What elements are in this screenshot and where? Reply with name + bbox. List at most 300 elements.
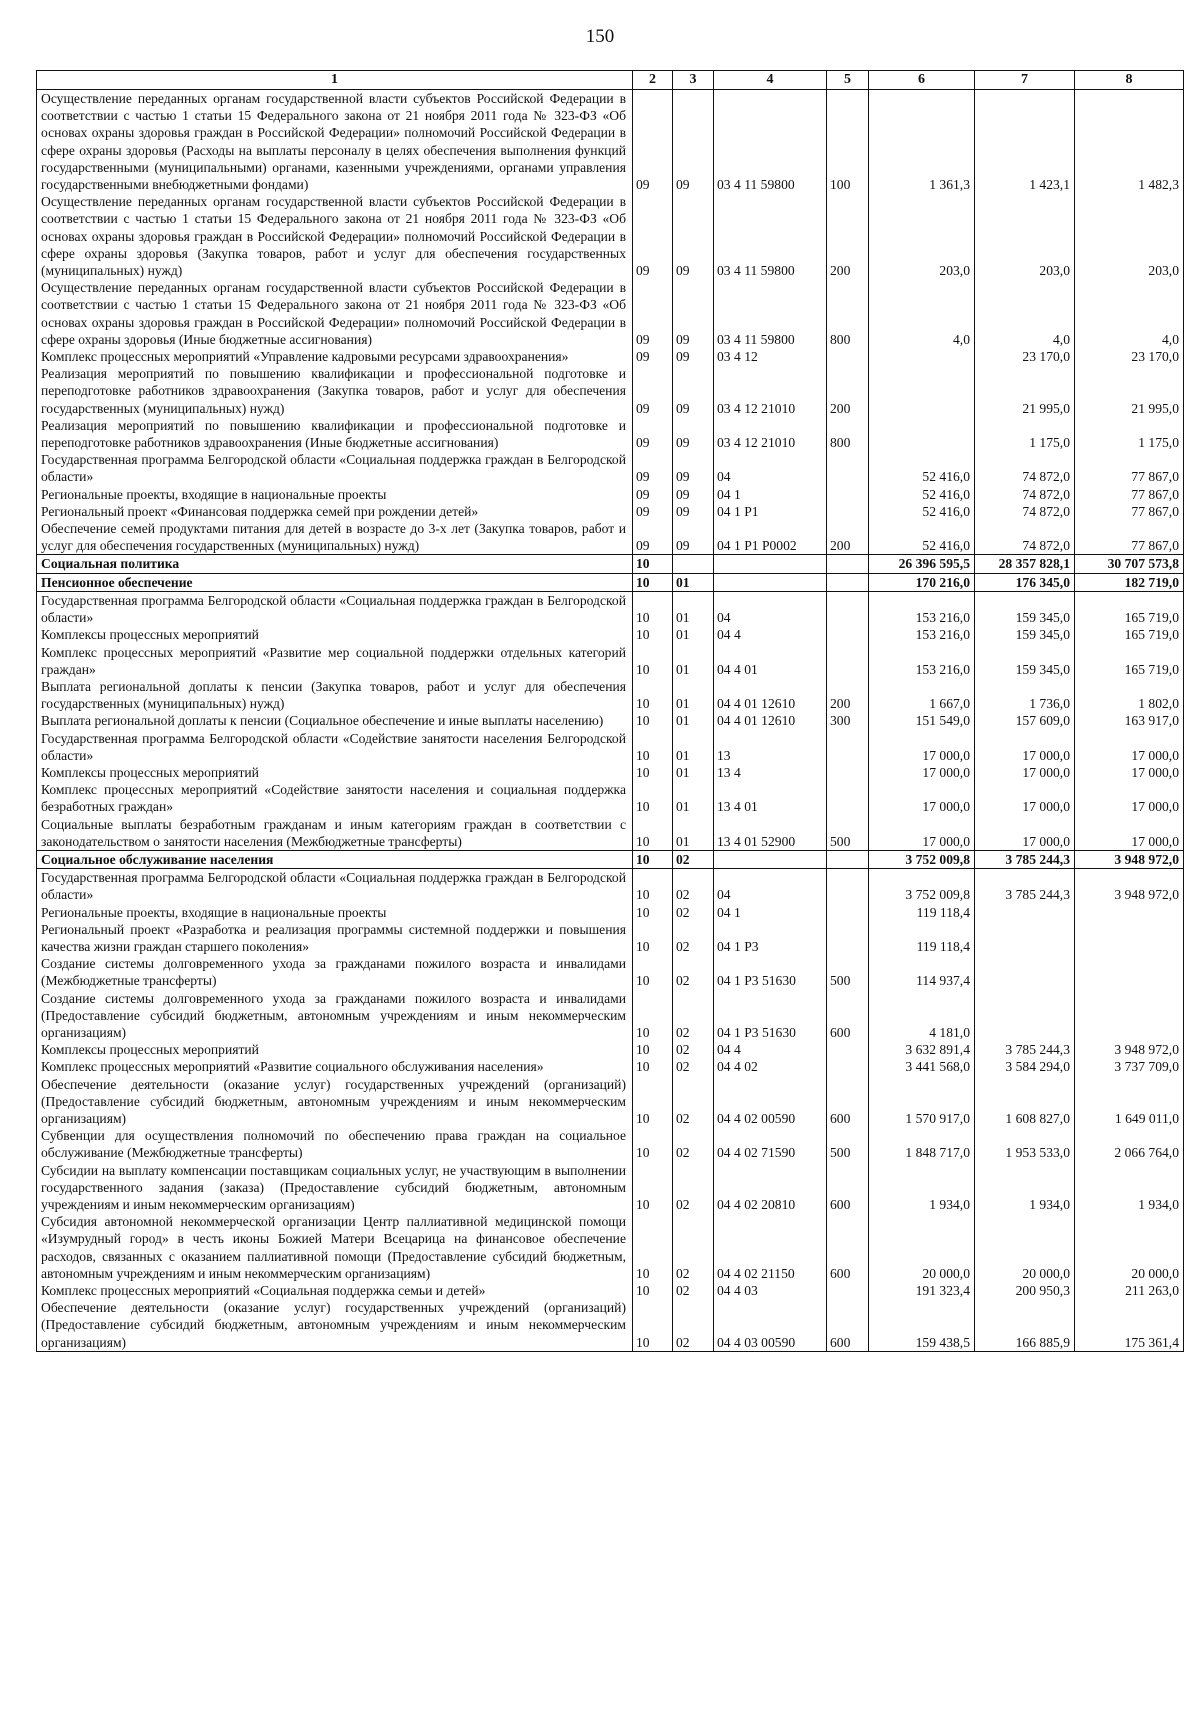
section-code: 09 (633, 279, 673, 348)
amount-year-2: 17 000,0 (975, 764, 1075, 781)
expense-type-code (827, 573, 869, 591)
subsection-code: 09 (673, 503, 714, 520)
amount-year-3: 77 867,0 (1075, 486, 1184, 503)
amount-year-3 (1075, 990, 1184, 1042)
table-body (37, 90, 1184, 1352)
table-row (37, 520, 1184, 555)
target-article-code: 04 1 (714, 904, 827, 921)
amount-year-2: 159 345,0 (975, 626, 1075, 643)
table-row (37, 781, 1184, 815)
amount-year-2: 3 785 244,3 (975, 869, 1075, 904)
expense-type-code (827, 1282, 869, 1299)
table-row (37, 730, 1184, 764)
table-row (37, 365, 1184, 417)
row-description: Субсидия автономной некоммерческой организации Центр паллиативной медицинской помощи «Изумрудный город» в честь иконы Божией Матери Всецарица на финансовое обеспечение расходов, связанных с оказанием паллиативной помощи (Предоставление субсидий бюджетным, автономным учреждениям и иным некоммерческим организациям) (37, 1213, 633, 1282)
section-code: 10 (633, 869, 673, 904)
section-code: 10 (633, 591, 673, 626)
target-article-code: 04 4 (714, 626, 827, 643)
target-article-code: 04 (714, 451, 827, 485)
section-code: 09 (633, 417, 673, 451)
target-article-code: 04 (714, 591, 827, 626)
expense-type-code (827, 850, 869, 868)
table-row (37, 626, 1184, 643)
table-row (37, 816, 1184, 851)
section-code: 10 (633, 678, 673, 712)
amount-year-2 (975, 955, 1075, 989)
section-code: 10 (633, 555, 673, 573)
subsection-code: 02 (673, 904, 714, 921)
row-description: Комплекс процессных мероприятий «Управление кадровыми ресурсами здравоохранения» (37, 348, 633, 365)
amount-year-1: 52 416,0 (869, 503, 975, 520)
table-row (37, 1127, 1184, 1161)
amount-year-2 (975, 904, 1075, 921)
section-code: 10 (633, 955, 673, 989)
amount-year-3: 23 170,0 (1075, 348, 1184, 365)
section-code: 10 (633, 816, 673, 851)
target-article-code: 03 4 12 (714, 348, 827, 365)
expense-type-code: 200 (827, 365, 869, 417)
subsection-code: 01 (673, 644, 714, 678)
row-description: Региональные проекты, входящие в национальные проекты (37, 486, 633, 503)
row-description: Создание системы долговременного ухода за гражданами пожилого возраста и инвалидами (Межбюджетные трансферты) (37, 955, 633, 989)
target-article-code: 13 4 (714, 764, 827, 781)
target-article-code: 03 4 12 21010 (714, 365, 827, 417)
amount-year-1: 52 416,0 (869, 451, 975, 485)
amount-year-2: 203,0 (975, 193, 1075, 279)
section-code: 09 (633, 193, 673, 279)
amount-year-2: 74 872,0 (975, 503, 1075, 520)
target-article-code: 03 4 11 59800 (714, 193, 827, 279)
row-description: Региональный проект «Разработка и реализация программы системной поддержки и повышения качества жизни граждан старшего поколения» (37, 921, 633, 955)
expense-type-code: 500 (827, 1127, 869, 1161)
table-row (37, 904, 1184, 921)
row-description: Региональные проекты, входящие в национальные проекты (37, 904, 633, 921)
row-description: Создание системы долговременного ухода за гражданами пожилого возраста и инвалидами (Предоставление субсидий бюджетным, автономным учреждениям и иным некоммерческим организациям) (37, 990, 633, 1042)
section-code: 10 (633, 712, 673, 729)
amount-year-3: 163 917,0 (1075, 712, 1184, 729)
section-code: 09 (633, 348, 673, 365)
row-description: Пенсионное обеспечение (37, 573, 633, 591)
table-row (37, 1058, 1184, 1075)
subsection-code: 02 (673, 1127, 714, 1161)
amount-year-1: 17 000,0 (869, 816, 975, 851)
amount-year-2: 1 608 827,0 (975, 1076, 1075, 1128)
subsection-code: 02 (673, 990, 714, 1042)
amount-year-2: 28 357 828,1 (975, 555, 1075, 573)
row-description: Комплексы процессных мероприятий (37, 1041, 633, 1058)
amount-year-2: 1 736,0 (975, 678, 1075, 712)
row-description: Выплата региональной доплаты к пенсии (Закупка товаров, работ и услуг для обеспечения государственных (муниципальных) нужд) (37, 678, 633, 712)
table-row (37, 644, 1184, 678)
target-article-code: 04 4 01 12610 (714, 712, 827, 729)
row-description: Осуществление переданных органам государственной власти субъектов Российской Федерации в соответствии с частью 1 статьи 15 Федерального закона от 21 ноября 2011 года № 323-ФЗ «Об основах охраны здоровья граждан в Российской Федерации» полномочий Российской Федерации в сфере охраны здоровья (Расходы на выплаты персоналу в целях обеспечения выполнения функций государственными (муниципальными) органами, казенными учреждениями, органами управления государственными внебюджетными фондами) (37, 90, 633, 194)
target-article-code: 04 (714, 869, 827, 904)
amount-year-3: 165 719,0 (1075, 626, 1184, 643)
amount-year-1: 1 667,0 (869, 678, 975, 712)
amount-year-1: 1 934,0 (869, 1162, 975, 1214)
row-description: Субсидии на выплату компенсации поставщикам социальных услуг, не участвующим в выполнении государственного задания (заказа) (Предоставление субсидий бюджетным, автономным учреждениям и иным некоммерческим организациям) (37, 1162, 633, 1214)
section-code: 10 (633, 781, 673, 815)
amount-year-3: 165 719,0 (1075, 644, 1184, 678)
section-code: 10 (633, 764, 673, 781)
expense-type-code: 200 (827, 678, 869, 712)
subsection-code: 09 (673, 348, 714, 365)
expense-type-code: 800 (827, 417, 869, 451)
expense-type-code: 800 (827, 279, 869, 348)
row-description: Выплата региональной доплаты к пенсии (Социальное обеспечение и иные выплаты населению) (37, 712, 633, 729)
section-row (37, 573, 1184, 591)
table-row (37, 417, 1184, 451)
amount-year-1: 153 216,0 (869, 644, 975, 678)
subsection-code: 01 (673, 626, 714, 643)
section-code: 10 (633, 1213, 673, 1282)
target-article-code: 13 (714, 730, 827, 764)
table-row (37, 764, 1184, 781)
amount-year-2: 159 345,0 (975, 644, 1075, 678)
target-article-code: 04 4 03 (714, 1282, 827, 1299)
amount-year-2: 3 785 244,3 (975, 850, 1075, 868)
target-article-code: 04 1 (714, 486, 827, 503)
budget-table (36, 70, 1184, 1352)
expense-type-code (827, 1058, 869, 1075)
amount-year-3: 21 995,0 (1075, 365, 1184, 417)
target-article-code: 04 4 02 (714, 1058, 827, 1075)
amount-year-1: 52 416,0 (869, 520, 975, 555)
section-code: 10 (633, 626, 673, 643)
expense-type-code (827, 1041, 869, 1058)
table-row (37, 1282, 1184, 1299)
expense-type-code (827, 764, 869, 781)
target-article-code: 04 1 P3 51630 (714, 990, 827, 1042)
amount-year-1: 17 000,0 (869, 764, 975, 781)
column-header: 7 (975, 71, 1075, 90)
table-row (37, 591, 1184, 626)
row-description: Комплекс процессных мероприятий «Социальная поддержка семьи и детей» (37, 1282, 633, 1299)
target-article-code: 03 4 11 59800 (714, 90, 827, 194)
subsection-code: 09 (673, 193, 714, 279)
amount-year-3: 4,0 (1075, 279, 1184, 348)
subsection-code: 01 (673, 730, 714, 764)
amount-year-3: 77 867,0 (1075, 503, 1184, 520)
section-code: 10 (633, 850, 673, 868)
amount-year-1: 119 118,4 (869, 904, 975, 921)
section-row (37, 555, 1184, 573)
table-row (37, 193, 1184, 279)
amount-year-3: 77 867,0 (1075, 451, 1184, 485)
amount-year-3: 3 737 709,0 (1075, 1058, 1184, 1075)
table-row (37, 1041, 1184, 1058)
row-description: Обеспечение семей продуктами питания для детей в возрасте до 3-х лет (Закупка товаров, работ и услуг для обеспечения государственных (муниципальных) нужд) (37, 520, 633, 555)
table-row (37, 955, 1184, 989)
amount-year-1: 4 181,0 (869, 990, 975, 1042)
row-description: Субвенции для осуществления полномочий по обеспечению права граждан на социальное обслуживание (Межбюджетные трансферты) (37, 1127, 633, 1161)
amount-year-1: 203,0 (869, 193, 975, 279)
amount-year-2: 166 885,9 (975, 1299, 1075, 1351)
amount-year-3: 77 867,0 (1075, 520, 1184, 555)
amount-year-2: 157 609,0 (975, 712, 1075, 729)
subsection-code (673, 555, 714, 573)
row-description: Комплекс процессных мероприятий «Развитие мер социальной поддержки отдельных категорий граждан» (37, 644, 633, 678)
target-article-code (714, 850, 827, 868)
amount-year-3: 1 482,3 (1075, 90, 1184, 194)
amount-year-3: 20 000,0 (1075, 1213, 1184, 1282)
subsection-code: 01 (673, 573, 714, 591)
row-description: Региональный проект «Финансовая поддержка семей при рождении детей» (37, 503, 633, 520)
section-code: 10 (633, 1162, 673, 1214)
column-header: 1 (37, 71, 633, 90)
row-description: Комплекс процессных мероприятий «Содействие занятости населения и социальная поддержка безработных граждан» (37, 781, 633, 815)
target-article-code (714, 573, 827, 591)
table-row (37, 678, 1184, 712)
section-code: 10 (633, 1076, 673, 1128)
column-header: 8 (1075, 71, 1184, 90)
expense-type-code: 600 (827, 1213, 869, 1282)
subsection-code: 09 (673, 417, 714, 451)
target-article-code: 04 1 P1 (714, 503, 827, 520)
target-article-code: 13 4 01 (714, 781, 827, 815)
amount-year-3: 211 263,0 (1075, 1282, 1184, 1299)
table-row (37, 451, 1184, 485)
section-code: 10 (633, 1127, 673, 1161)
row-description: Социальные выплаты безработным гражданам и иным категориям граждан в соответствии с законодательством о занятости населения (Межбюджетные трансферты) (37, 816, 633, 851)
table-row (37, 1162, 1184, 1214)
subsection-code: 09 (673, 90, 714, 194)
amount-year-1: 114 937,4 (869, 955, 975, 989)
amount-year-3: 3 948 972,0 (1075, 869, 1184, 904)
column-header: 5 (827, 71, 869, 90)
subsection-code: 02 (673, 1299, 714, 1351)
expense-type-code (827, 644, 869, 678)
table-row (37, 1076, 1184, 1128)
amount-year-2: 176 345,0 (975, 573, 1075, 591)
target-article-code: 04 4 (714, 1041, 827, 1058)
subsection-code: 09 (673, 451, 714, 485)
row-description: Реализация мероприятий по повышению квалификации и профессиональной подготовке и переподготовке работников здравоохранения (Иные бюджетные ассигнования) (37, 417, 633, 451)
subsection-code: 02 (673, 921, 714, 955)
amount-year-2: 20 000,0 (975, 1213, 1075, 1282)
amount-year-3: 17 000,0 (1075, 764, 1184, 781)
target-article-code: 13 4 01 52900 (714, 816, 827, 851)
subsection-code: 02 (673, 1213, 714, 1282)
section-code: 09 (633, 365, 673, 417)
table-row (37, 90, 1184, 194)
target-article-code: 04 1 P3 (714, 921, 827, 955)
subsection-code: 01 (673, 764, 714, 781)
expense-type-code: 200 (827, 520, 869, 555)
amount-year-3: 1 934,0 (1075, 1162, 1184, 1214)
amount-year-3: 1 802,0 (1075, 678, 1184, 712)
section-code: 09 (633, 503, 673, 520)
amount-year-2: 23 170,0 (975, 348, 1075, 365)
target-article-code: 04 4 01 12610 (714, 678, 827, 712)
table-header-row (37, 71, 1184, 90)
amount-year-3: 17 000,0 (1075, 730, 1184, 764)
subsection-code: 01 (673, 678, 714, 712)
table-row (37, 1213, 1184, 1282)
section-code: 10 (633, 921, 673, 955)
subsection-code: 09 (673, 520, 714, 555)
amount-year-1: 170 216,0 (869, 573, 975, 591)
table-row (37, 279, 1184, 348)
amount-year-1: 153 216,0 (869, 591, 975, 626)
amount-year-2: 21 995,0 (975, 365, 1075, 417)
row-description: Государственная программа Белгородской области «Социальная поддержка граждан в Белгородской области» (37, 869, 633, 904)
section-code: 10 (633, 904, 673, 921)
amount-year-2: 1 934,0 (975, 1162, 1075, 1214)
expense-type-code (827, 486, 869, 503)
subsection-code: 09 (673, 365, 714, 417)
subsection-code: 01 (673, 591, 714, 626)
amount-year-2: 1 953 533,0 (975, 1127, 1075, 1161)
amount-year-3: 203,0 (1075, 193, 1184, 279)
section-code: 10 (633, 573, 673, 591)
target-article-code: 04 4 02 00590 (714, 1076, 827, 1128)
subsection-code: 02 (673, 1282, 714, 1299)
row-description: Осуществление переданных органам государственной власти субъектов Российской Федерации в соответствии с частью 1 статьи 15 Федерального закона от 21 ноября 2011 года № 323-ФЗ «Об основах охраны здоровья граждан в Российской Федерации» полномочий Российской Федерации в сфере охраны здоровья (Иные бюджетные ассигнования) (37, 279, 633, 348)
table-row (37, 921, 1184, 955)
amount-year-1: 26 396 595,5 (869, 555, 975, 573)
amount-year-2: 1 423,1 (975, 90, 1075, 194)
expense-type-code (827, 904, 869, 921)
page-number: 150 (585, 26, 615, 47)
amount-year-1: 4,0 (869, 279, 975, 348)
amount-year-2: 74 872,0 (975, 486, 1075, 503)
amount-year-3: 1 175,0 (1075, 417, 1184, 451)
amount-year-1: 52 416,0 (869, 486, 975, 503)
amount-year-2: 4,0 (975, 279, 1075, 348)
row-description: Реализация мероприятий по повышению квалификации и профессиональной подготовке и переподготовке работников здравоохранения (Закупка товаров, работ и услуг для обеспечения государственных (муниципальных) нужд) (37, 365, 633, 417)
amount-year-1 (869, 417, 975, 451)
amount-year-3: 1 649 011,0 (1075, 1076, 1184, 1128)
amount-year-2: 74 872,0 (975, 451, 1075, 485)
target-article-code (714, 555, 827, 573)
amount-year-3: 3 948 972,0 (1075, 1041, 1184, 1058)
table-row (37, 348, 1184, 365)
expense-type-code (827, 503, 869, 520)
row-description: Комплексы процессных мероприятий (37, 764, 633, 781)
amount-year-2: 200 950,3 (975, 1282, 1075, 1299)
target-article-code: 04 4 01 (714, 644, 827, 678)
column-header: 3 (673, 71, 714, 90)
expense-type-code (827, 781, 869, 815)
amount-year-1: 119 118,4 (869, 921, 975, 955)
amount-year-1: 159 438,5 (869, 1299, 975, 1351)
row-description: Государственная программа Белгородской области «Социальная поддержка граждан в Белгородской области» (37, 451, 633, 485)
subsection-code: 02 (673, 955, 714, 989)
subsection-code: 02 (673, 1058, 714, 1075)
expense-type-code: 600 (827, 1076, 869, 1128)
subsection-code: 02 (673, 1041, 714, 1058)
section-code: 10 (633, 1041, 673, 1058)
amount-year-1: 1 570 917,0 (869, 1076, 975, 1128)
expense-type-code: 100 (827, 90, 869, 194)
amount-year-1: 20 000,0 (869, 1213, 975, 1282)
section-code: 09 (633, 451, 673, 485)
row-description: Комплекс процессных мероприятий «Развитие социального обслуживания населения» (37, 1058, 633, 1075)
section-code: 09 (633, 486, 673, 503)
expense-type-code: 500 (827, 955, 869, 989)
section-code: 10 (633, 644, 673, 678)
column-header: 2 (633, 71, 673, 90)
amount-year-3: 165 719,0 (1075, 591, 1184, 626)
amount-year-1: 1 848 717,0 (869, 1127, 975, 1161)
amount-year-3: 175 361,4 (1075, 1299, 1184, 1351)
amount-year-1: 151 549,0 (869, 712, 975, 729)
subsection-code: 02 (673, 869, 714, 904)
row-description: Государственная программа Белгородской области «Социальная поддержка граждан в Белгородской области» (37, 591, 633, 626)
expense-type-code (827, 730, 869, 764)
table-row (37, 712, 1184, 729)
subsection-code: 09 (673, 279, 714, 348)
amount-year-1: 17 000,0 (869, 781, 975, 815)
amount-year-2: 159 345,0 (975, 591, 1075, 626)
expense-type-code: 300 (827, 712, 869, 729)
amount-year-2: 3 584 294,0 (975, 1058, 1075, 1075)
row-description: Комплексы процессных мероприятий (37, 626, 633, 643)
target-article-code: 04 1 P1 P0002 (714, 520, 827, 555)
amount-year-1: 153 216,0 (869, 626, 975, 643)
subsection-code: 01 (673, 816, 714, 851)
table-row (37, 1299, 1184, 1351)
amount-year-2: 3 785 244,3 (975, 1041, 1075, 1058)
subsection-code: 01 (673, 781, 714, 815)
amount-year-2: 17 000,0 (975, 816, 1075, 851)
subsection-code: 02 (673, 1076, 714, 1128)
expense-type-code (827, 348, 869, 365)
target-article-code: 04 4 02 21150 (714, 1213, 827, 1282)
column-header: 4 (714, 71, 827, 90)
amount-year-1: 3 441 568,0 (869, 1058, 975, 1075)
expense-type-code: 600 (827, 1299, 869, 1351)
subsection-code: 01 (673, 712, 714, 729)
section-code: 10 (633, 990, 673, 1042)
amount-year-3: 182 719,0 (1075, 573, 1184, 591)
target-article-code: 03 4 11 59800 (714, 279, 827, 348)
amount-year-3: 17 000,0 (1075, 781, 1184, 815)
expense-type-code (827, 921, 869, 955)
target-article-code: 04 4 03 00590 (714, 1299, 827, 1351)
table-row (37, 990, 1184, 1042)
section-row (37, 850, 1184, 868)
section-code: 10 (633, 730, 673, 764)
table-row (37, 503, 1184, 520)
amount-year-2 (975, 990, 1075, 1042)
amount-year-1: 3 752 009,8 (869, 850, 975, 868)
amount-year-2: 17 000,0 (975, 730, 1075, 764)
amount-year-3 (1075, 921, 1184, 955)
amount-year-2: 17 000,0 (975, 781, 1075, 815)
section-code: 10 (633, 1058, 673, 1075)
row-description: Обеспечение деятельности (оказание услуг) государственных учреждений (организаций) (Предоставление субсидий бюджетным, автономным учреждениям и иным некоммерческим организациям) (37, 1299, 633, 1351)
expense-type-code (827, 869, 869, 904)
amount-year-1: 3 632 891,4 (869, 1041, 975, 1058)
expense-type-code: 600 (827, 990, 869, 1042)
amount-year-3: 2 066 764,0 (1075, 1127, 1184, 1161)
amount-year-1: 17 000,0 (869, 730, 975, 764)
amount-year-3: 17 000,0 (1075, 816, 1184, 851)
expense-type-code (827, 626, 869, 643)
amount-year-2 (975, 921, 1075, 955)
amount-year-1 (869, 365, 975, 417)
row-description: Осуществление переданных органам государственной власти субъектов Российской Федерации в соответствии с частью 1 статьи 15 Федерального закона от 21 ноября 2011 года № 323-ФЗ «Об основах охраны здоровья граждан в Российской Федерации» полномочий Российской Федерации в сфере охраны здоровья (Закупка товаров, работ и услуг для обеспечения государственных (муниципальных) нужд) (37, 193, 633, 279)
expense-type-code: 200 (827, 193, 869, 279)
amount-year-3 (1075, 904, 1184, 921)
section-code: 10 (633, 1299, 673, 1351)
row-description: Государственная программа Белгородской области «Содействие занятости населения Белгородской области» (37, 730, 633, 764)
section-code: 09 (633, 90, 673, 194)
amount-year-2: 74 872,0 (975, 520, 1075, 555)
amount-year-1: 3 752 009,8 (869, 869, 975, 904)
